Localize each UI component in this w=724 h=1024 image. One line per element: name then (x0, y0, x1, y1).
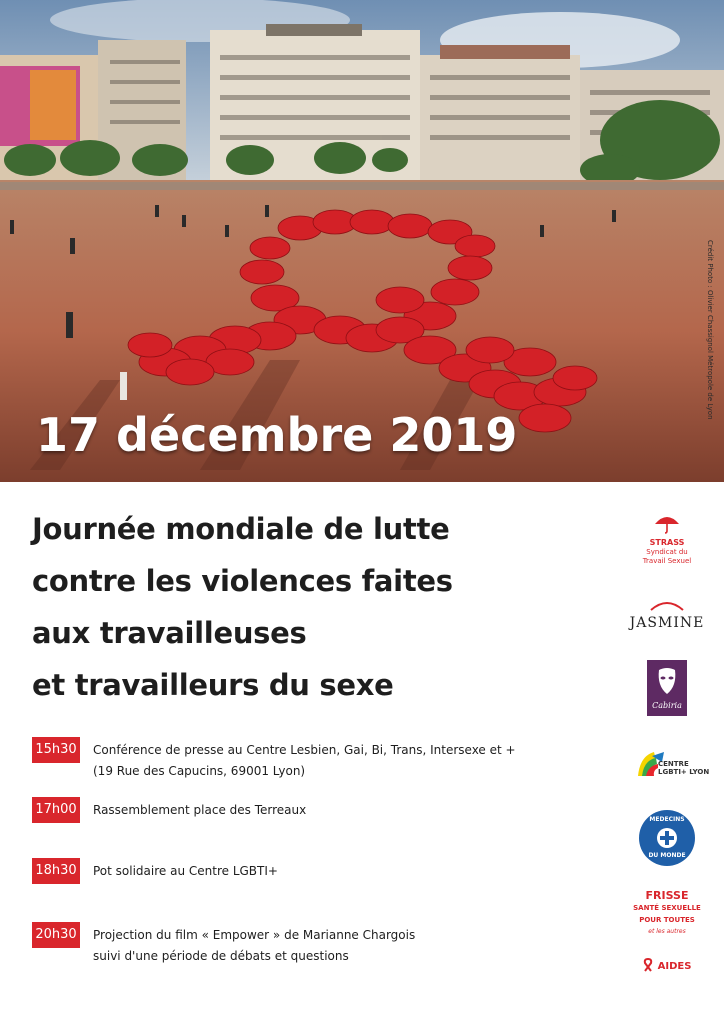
strass-name: STRASS (649, 538, 685, 547)
page-title (32, 503, 612, 711)
mdm-badge (639, 810, 695, 866)
title-line-3: aux travailleuses (32, 616, 307, 650)
title-line-1: Journée mondiale de lutte (32, 512, 450, 546)
centre-line-1: CENTRE (658, 760, 689, 768)
event-line: Pot solidaire au Centre LGBTI+ (93, 864, 278, 878)
logo-centre-lgbti (624, 746, 710, 786)
time-badge: 20h30 (32, 922, 80, 948)
logo-jasmine (624, 596, 710, 631)
logo-frisse (624, 890, 710, 938)
logo-medecins-du-monde (624, 810, 710, 870)
umbrella-icon (654, 514, 680, 534)
frisse-name: FRISSE (645, 889, 689, 902)
centre-label (658, 760, 709, 776)
centre-line-2: LGBTI+ LYON (658, 768, 710, 776)
cabiria-badge (647, 660, 687, 716)
event-description (93, 925, 573, 967)
event-line: Conférence de presse au Centre Lesbien, Gai, Bi, Trans, Intersexe et + (93, 743, 516, 757)
time-badge: 17h00 (32, 797, 80, 823)
frisse-line: POUR TOUTES (639, 916, 695, 924)
time-badge: 15h30 (32, 737, 80, 763)
event-line: (19 Rue des Capucins, 69001 Lyon) (93, 764, 306, 778)
hero-photo (0, 0, 724, 482)
event-description (93, 740, 573, 782)
jasmine-name: JASMINE (629, 615, 705, 631)
umbrella-arc-icon (647, 599, 687, 611)
event-line: Rassemblement place des Terreaux (93, 803, 307, 817)
ribbon-icon (643, 958, 653, 972)
logo-cabiria (624, 660, 710, 720)
event-line: Projection du film « Empower » de Marianne Chargois (93, 928, 416, 942)
event-description (93, 861, 573, 882)
strass-subtitle: Syndicat du (646, 548, 688, 556)
frisse-line: SANTÉ SEXUELLE (633, 904, 701, 912)
logo-aides (624, 954, 710, 973)
photo-credit: Crédit Photo : Olivier Chassignol Métropole de Lyon (706, 240, 714, 420)
event-description (93, 800, 573, 821)
mask-icon (647, 664, 687, 704)
time-badge: 18h30 (32, 858, 80, 884)
event-line: suivi d'une période de débats et questions (93, 949, 349, 963)
frisse-line: et les autres (648, 928, 686, 935)
partner-logos (624, 500, 714, 1000)
title-line-4: et travailleurs du sexe (32, 668, 394, 702)
strass-subtitle: Travail Sexuel (642, 557, 692, 565)
logo-strass (624, 514, 710, 566)
cross-icon (656, 827, 678, 849)
title-line-2: contre les violences faites (32, 564, 453, 598)
cabiria-name: Cabiria (652, 701, 682, 710)
mdm-line-1: MEDECINS (649, 816, 685, 823)
event-date: 17 décembre 2019 (36, 408, 518, 462)
mdm-line-2: DU MONDE (648, 852, 686, 859)
aides-name: AIDES (657, 961, 692, 972)
